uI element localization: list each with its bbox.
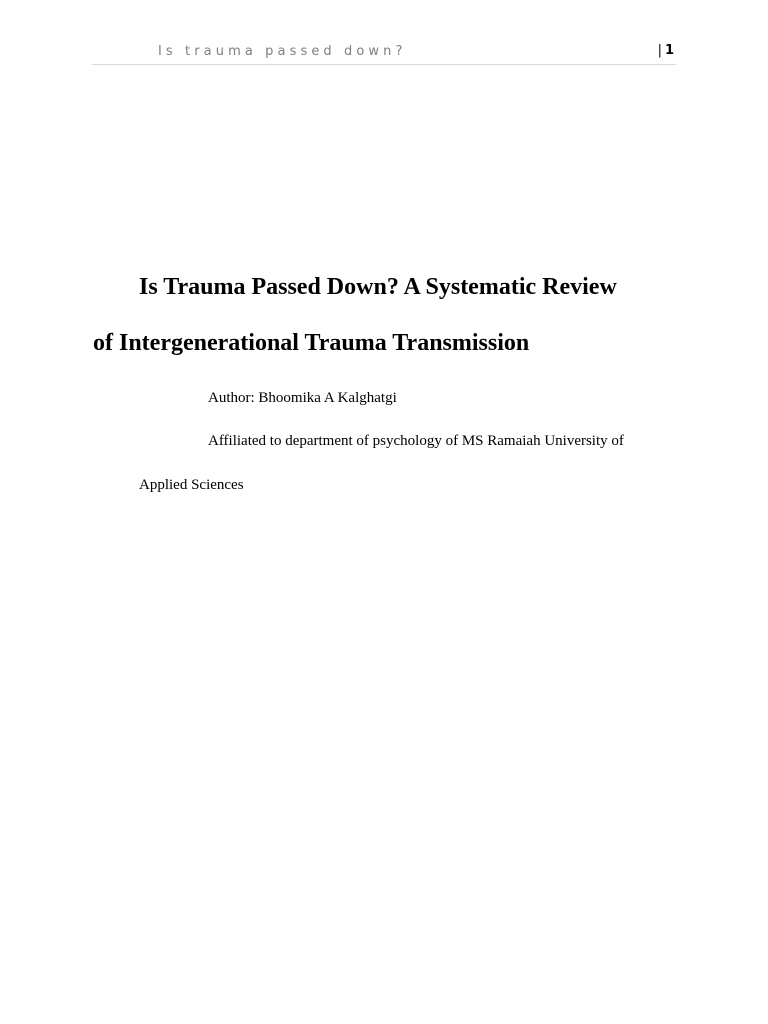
author-line: Author: Bhoomika A Kalghatgi [208, 390, 397, 406]
running-head: Is trauma passed down? [158, 44, 407, 59]
paper-title-line-1: Is Trauma Passed Down? A Systematic Review [139, 274, 617, 300]
page-number: 1 [664, 43, 674, 58]
page-number-separator: | [657, 43, 662, 58]
affiliation-line-2: Applied Sciences [139, 477, 244, 493]
affiliation-line-1: Affiliated to department of psychology of MS Ramaiah University of [208, 433, 624, 449]
page-number-block [658, 43, 674, 58]
paper-title-line-2: of Intergenerational Trauma Transmission [93, 330, 530, 356]
page-header [92, 42, 676, 65]
